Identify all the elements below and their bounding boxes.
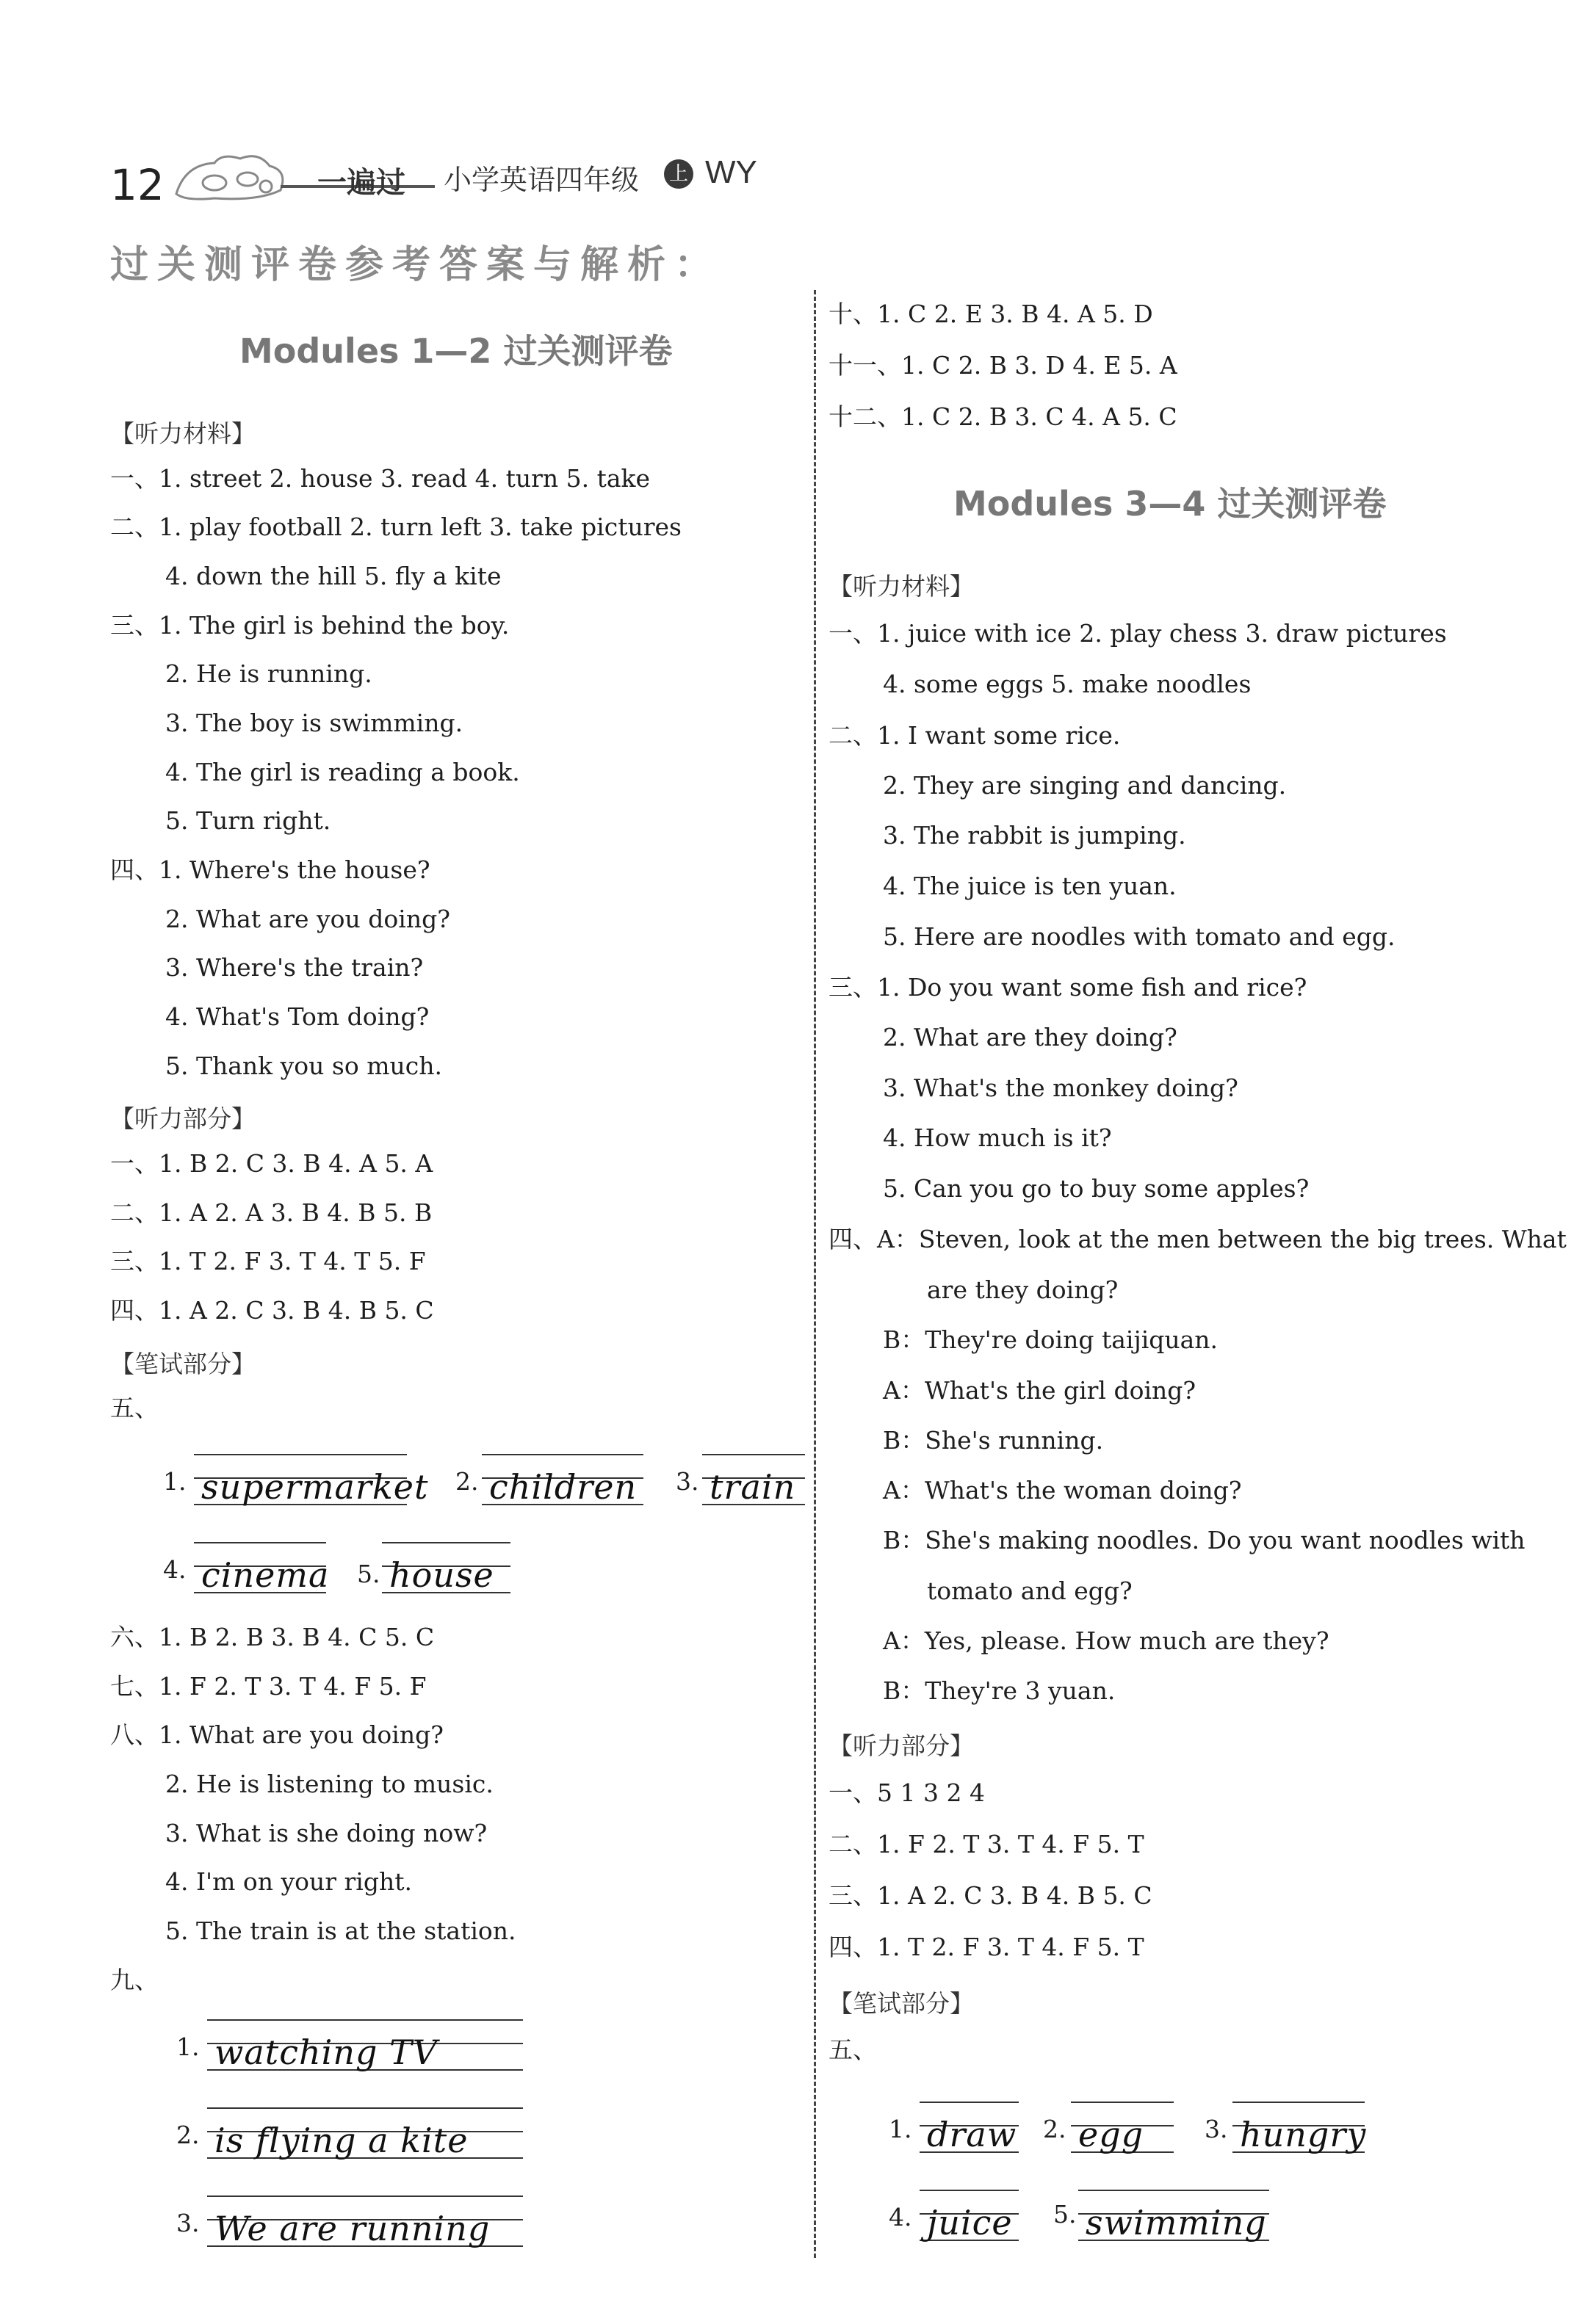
handwritten-answer: children [489, 1467, 638, 1507]
left-section5-label: 五、 [110, 1394, 159, 1422]
brand-logo-icon [170, 150, 442, 209]
answer-number: 3. [676, 1467, 699, 1496]
right-listening-answer: 三、1. A 2. C 3. B 4. B 5. C [828, 1881, 1152, 1910]
handwritten-answer: We are running [214, 2209, 491, 2248]
left-section8-line: 八、1. What are you doing? [110, 1720, 444, 1749]
left-section8-line: 3. What is she doing now? [165, 1819, 488, 1847]
left-listening-part-tag: 【听力部分】 [110, 1104, 256, 1133]
right-section-title: Modules 3—4 过关测评卷 [953, 484, 1387, 524]
left-material-line: 5. Thank you so much. [165, 1051, 442, 1080]
right-listening-material-tag: 【听力材料】 [828, 572, 974, 601]
left-listening-answer: 四、1. A 2. C 3. B 4. B 5. C [110, 1296, 434, 1325]
right-material-line: 5. Can you go to buy some apples? [883, 1174, 1310, 1203]
grade-mark-badge: 上 [664, 159, 693, 189]
answer-blank [920, 2102, 1019, 2153]
left-section8-line: 5. The train is at the station. [165, 1916, 516, 1945]
left-section-title: Modules 1—2 过关测评卷 [239, 331, 673, 371]
handwritten-answer: hungry [1240, 2115, 1367, 2154]
answer-number: 2. [176, 2121, 200, 2149]
right-material-line: 5. Here are noodles with tomato and egg. [883, 922, 1396, 951]
left-section7-answers: 七、1. F 2. T 3. T 4. F 5. F [110, 1672, 427, 1701]
answer-blank [382, 1542, 510, 1593]
right-prev-answers: 十一、1. C 2. B 3. D 4. E 5. A [828, 351, 1177, 380]
right-section5-label: 五、 [828, 2035, 877, 2064]
left-material-line: 4. What's Tom doing? [165, 1002, 430, 1031]
right-material-line: 一、1. juice with ice 2. play chess 3. draw pictures [828, 619, 1447, 648]
left-listening-answer: 一、1. B 2. C 3. B 4. A 5. A [110, 1149, 433, 1178]
edition-label: WY [705, 154, 757, 190]
answer-number: 1. [176, 2032, 200, 2061]
answer-number: 3. [1205, 2115, 1228, 2143]
right-listening-answer: 一、5 1 3 2 4 [828, 1778, 985, 1807]
right-material-line: 二、1. I want some rice. [828, 721, 1121, 750]
left-material-line: 二、1. play football 2. turn left 3. take pictures [110, 513, 682, 541]
answer-blank [482, 1454, 643, 1505]
answer-number: 4. [163, 1555, 187, 1584]
right-material-line: tomato and egg? [927, 1577, 1133, 1605]
right-material-line: A：What's the girl doing? [883, 1376, 1196, 1405]
answer-number: 2. [1043, 2115, 1066, 2143]
handwritten-answer: supermarket [201, 1467, 429, 1507]
answer-blank [1071, 2102, 1174, 2153]
right-listening-answer: 二、1. F 2. T 3. T 4. F 5. T [828, 1830, 1144, 1858]
right-material-line: 三、1. Do you want some fish and rice? [828, 973, 1307, 1002]
answer-blank [1078, 2190, 1269, 2241]
answer-number: 2. [455, 1467, 479, 1496]
left-material-line: 2. What are you doing? [165, 905, 450, 933]
right-material-line: B：They're doing taijiquan. [883, 1325, 1219, 1354]
right-listening-answer: 四、1. T 2. F 3. T 4. F 5. T [828, 1933, 1144, 1961]
right-prev-answers: 十、1. C 2. E 3. B 4. A 5. D [828, 300, 1153, 328]
right-material-line: are they doing? [927, 1275, 1119, 1304]
left-material-line: 2. He is running. [165, 659, 372, 688]
left-material-line: 3. Where's the train? [165, 953, 424, 982]
left-section6-answers: 六、1. B 2. B 3. B 4. C 5. C [110, 1623, 435, 1651]
right-listening-part-tag: 【听力部分】 [828, 1731, 974, 1760]
answer-number: 5. [357, 1560, 380, 1588]
right-material-line: 4. How much is it? [883, 1123, 1112, 1152]
right-material-line: 四、A：Steven, look at the men between the big trees. What [828, 1225, 1567, 1253]
left-material-line: 4. The girl is reading a book. [165, 758, 520, 786]
left-material-line: 5. Turn right. [165, 806, 331, 835]
brand-text: 一遍过 [317, 166, 405, 200]
left-material-line: 4. down the hill 5. fly a kite [165, 562, 502, 590]
right-material-line: 3. The rabbit is jumping. [883, 821, 1186, 850]
answer-blank [194, 1542, 330, 1595]
column-divider [814, 290, 816, 2258]
right-material-line: A：Yes, please. How much are they? [883, 1626, 1329, 1655]
left-material-line: 三、1. The girl is behind the boy. [110, 611, 510, 640]
right-material-line: 4. some eggs 5. make noodles [883, 670, 1252, 698]
left-listening-answer: 三、1. T 2. F 3. T 4. T 5. F [110, 1247, 426, 1275]
right-written-part-tag: 【笔试部分】 [828, 1989, 974, 2018]
right-material-line: 2. They are singing and dancing. [883, 771, 1287, 800]
right-material-line: 4. The juice is ten yuan. [883, 872, 1177, 900]
handwritten-answer: is flying a kite [214, 2121, 469, 2160]
handwritten-answer: house [389, 1555, 494, 1595]
answer-blank [702, 1454, 805, 1505]
handwritten-answer: watching TV [214, 2032, 438, 2072]
answer-blank [1232, 2102, 1365, 2153]
handwritten-answer: cinema [201, 1555, 330, 1595]
answer-blank [207, 2196, 523, 2247]
handwritten-answer: egg [1078, 2115, 1144, 2154]
left-section8-line: 2. He is listening to music. [165, 1770, 494, 1798]
answer-blank [207, 2019, 523, 2071]
left-material-line: 3. The boy is swimming. [165, 709, 463, 737]
handwritten-answer: juice [927, 2203, 1013, 2242]
left-material-line: 一、1. street 2. house 3. read 4. turn 5. take [110, 464, 651, 493]
handwritten-answer: swimming [1086, 2203, 1267, 2242]
left-section9-label: 九、 [110, 1966, 159, 1994]
answer-number: 3. [176, 2209, 200, 2237]
right-material-line: B：They're 3 yuan. [883, 1676, 1116, 1705]
answer-number: 5. [1053, 2200, 1077, 2229]
left-material-line: 四、1. Where's the house? [110, 855, 430, 884]
left-listening-material-tag: 【听力材料】 [110, 419, 256, 448]
right-material-line: 2. What are they doing? [883, 1023, 1177, 1051]
page-title: 过关测评卷参考答案与解析： [110, 243, 722, 287]
right-material-line: B：She's making noodles. Do you want noodles with [883, 1526, 1526, 1554]
right-material-line: A：What's the woman doing? [883, 1476, 1242, 1505]
right-prev-answers: 十二、1. C 2. B 3. C 4. A 5. C [828, 402, 1177, 431]
answer-number: 1. [163, 1467, 187, 1496]
right-material-line: 3. What's the monkey doing? [883, 1074, 1238, 1102]
handwritten-answer: train [710, 1467, 796, 1507]
answer-blank [194, 1454, 429, 1507]
right-material-line: B：She's running. [883, 1426, 1104, 1455]
answer-number: 4. [889, 2203, 912, 2231]
answer-blank [920, 2190, 1019, 2241]
left-section8-line: 4. I'm on your right. [165, 1867, 412, 1896]
handwritten-answer: draw [927, 2115, 1017, 2154]
page-number: 12 [110, 160, 165, 210]
answer-number: 1. [889, 2115, 912, 2143]
left-written-part-tag: 【笔试部分】 [110, 1350, 256, 1378]
answer-blank [207, 2107, 523, 2159]
series-name: 小学英语四年级 [444, 164, 640, 196]
left-listening-answer: 二、1. A 2. A 3. B 4. B 5. B [110, 1198, 433, 1227]
